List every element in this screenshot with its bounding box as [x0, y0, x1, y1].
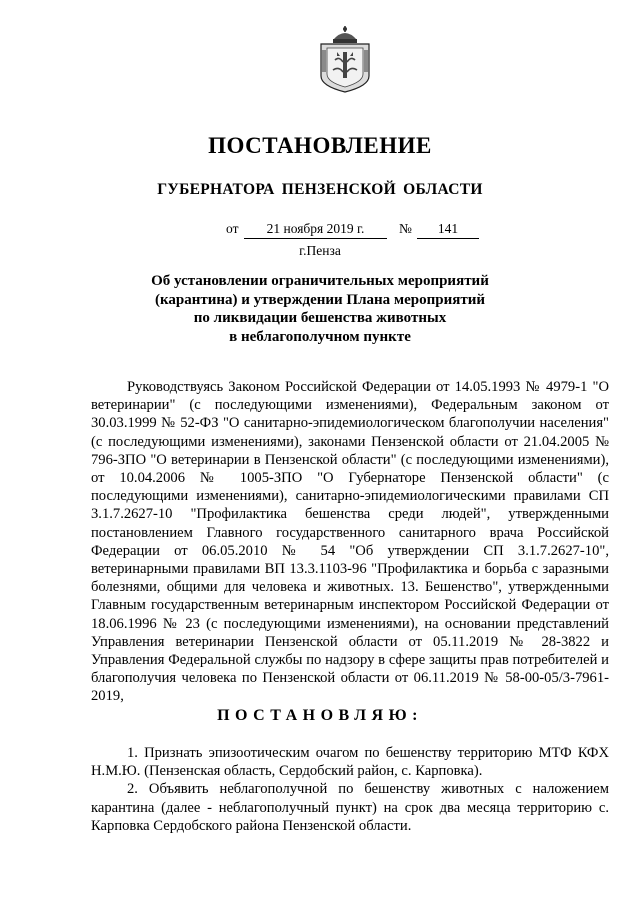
decree-item: 1. Признать эпизоотическим очагом по бешенству территорию МТФ КФХ Н.М.Ю. (Пензенская область, Сердобский район, с. Карповка).	[91, 745, 609, 780]
document-title: ПОСТАНОВЛЕНИЕ	[208, 133, 432, 158]
document-subtitle: ГУБЕРНАТОРА ПЕНЗЕНСКОЙ ОБЛАСТИ	[157, 181, 483, 198]
preamble-paragraph: Руководствуясь Законом Российской Федерации от 14.05.1993 № 4979-1 "О ветеринарии" (с последующими изменениями), Федеральным законом от 30.03.1999 № 52-ФЗ "О санитарно-эпидемиологическом благополучии населения" (с последующими изменениями), законами Пензенской области от 21.04.2005 № 796-ЗПО "О ветеринарии в Пензенской области" (с последующими изменениями), от 10.04.2006 № 1005-ЗПО "О Губернаторе Пензенской области" (с последующими изменениями), санитарно-эпидемиологическими правилами СП 3.1.7.2627-10 "Профилактика бешенства среди людей", утвержденными постановлением Главного государственного санитарного врача Российской Федерации от 06.05.2010 № 54 "Об утверждении СП 3.1.7.2627-10", ветеринарными правилами ВП 13.3.1103-96 "Профилактика и борьба с заразными болезнями, общими для человека и животных. 13. Бешенство", утвержденными Главным государственным ветеринарным инспектором Российской Федерации от 18.06.1996 № 23 (с последующими изменениями), на основании представлений Управления ветеринарии Пензенской области от 05.11.2019 № 28-3822 и Управления Федеральной службы по надзору в сфере защиты прав потребителей и благополучия человека по Пензенской области от 06.11.2019 № 58-00-05/3-7961-2019,	[91, 379, 609, 705]
subject-line: по ликвидации бешенства животных	[193, 310, 447, 326]
document-city: г.Пенза	[299, 243, 341, 258]
coat-of-arms-emblem	[319, 26, 371, 94]
document-subject	[0, 272, 640, 346]
decree-item: 2. Объявить неблагополучной по бешенству животных с наложением карантина (далее - неблагополучный пункт) на срок два месяца территорию с. Карповка Сердобского района Пензенской области.	[91, 781, 609, 834]
document-number: 141	[417, 221, 479, 239]
subject-line: Об установлении ограничительных мероприятий	[151, 273, 489, 289]
subject-line: в неблагополучном пункте	[229, 328, 411, 345]
subject-line: (карантина) и утверждении Плана мероприятий	[154, 291, 486, 308]
number-prefix: №	[399, 221, 412, 236]
resolve-heading: ПОСТАНОВЛЯЮ:	[217, 707, 423, 724]
preamble-section	[91, 378, 609, 706]
date-number-line	[0, 221, 640, 241]
date-prefix: от	[226, 221, 239, 236]
decree-items	[91, 744, 609, 835]
document-date: 21 ноября 2019 г.	[244, 221, 387, 239]
